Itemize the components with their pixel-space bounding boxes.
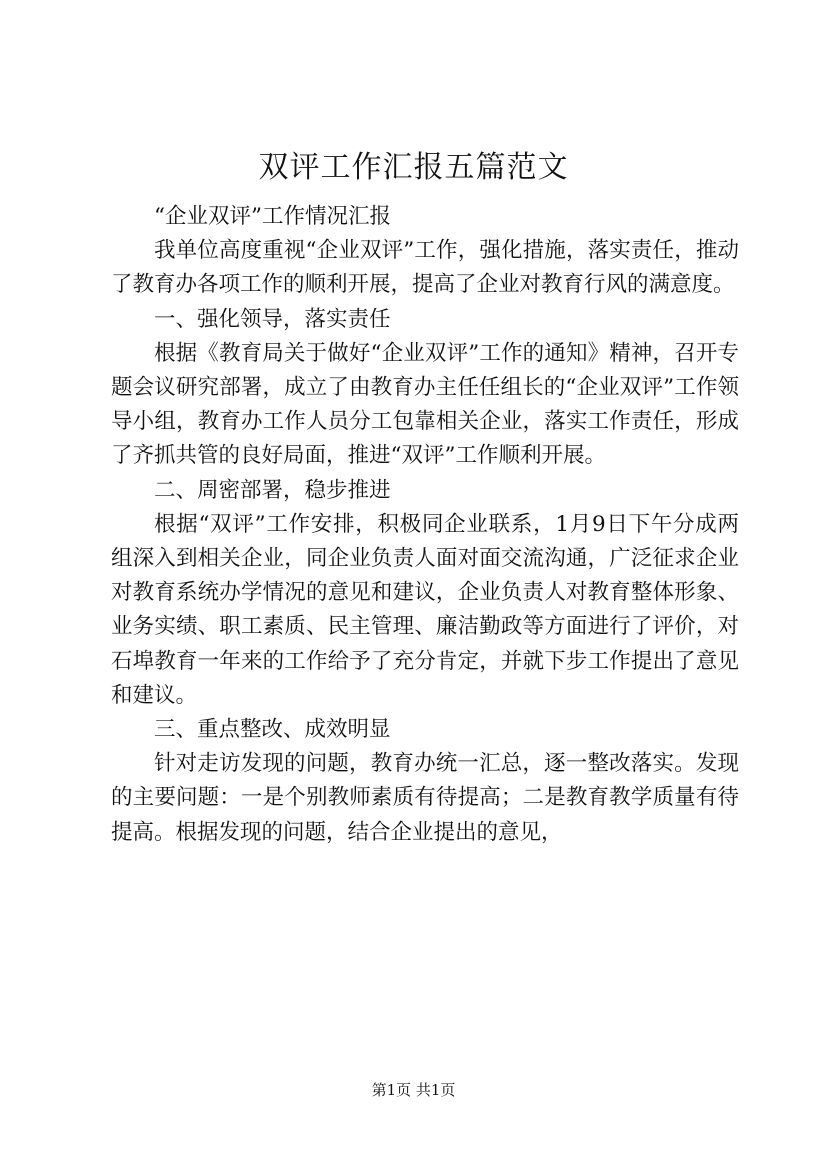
section-heading: 一、强化领导，落实责任 <box>154 306 391 332</box>
body-paragraph: 根据《教育局关于做好“企业双评”工作的通知》精神，召开专题会议研究部署，成立了由教育办主任任组长的“企业双评”工作领导小组，教育办工作人员分工包靠相关企业，落实工作责任，形成了齐抓共管的良好局面，推进“双评”工作顺利开展。 <box>111 340 739 469</box>
body-paragraph: 针对走访发现的问题，教育办统一汇总，逐一整改落实。发现的主要问题：一是个别教师素质有待提高；二是教育教学质量有待提高。根据发现的问题，结合企业提出的意见， <box>111 751 739 845</box>
body-paragraph: 根据“双评”工作安排，积极同企业联系，1月9日下午分成两组深入到相关企业，同企业负责人面对面交流沟通，广泛征求企业对教育系统办学情况的意见和建议，企业负责人对教育整体形象、业务实绩、职工素质、民主管理、廉洁勤政等方面进行了评价，对石埠教育一年来的工作给予了充分肯定，并就下步工作提出了意见和建议。 <box>111 511 739 708</box>
section-heading: “企业双评”工作情况汇报 <box>154 204 391 229</box>
section-heading: 二、周密部署，稳步推进 <box>154 477 391 503</box>
document-body <box>111 200 739 850</box>
document-title: 双评工作汇报五篇范文 <box>258 150 569 185</box>
body-paragraph: 我单位高度重视“企业双评”工作，强化措施，落实责任，推动了教育办各项工作的顺利开展，提高了企业对教育行风的满意度。 <box>111 238 739 298</box>
page-footer: 第1页 共1页 <box>371 1081 456 1099</box>
section-heading: 三、重点整改、成效明显 <box>154 717 391 743</box>
